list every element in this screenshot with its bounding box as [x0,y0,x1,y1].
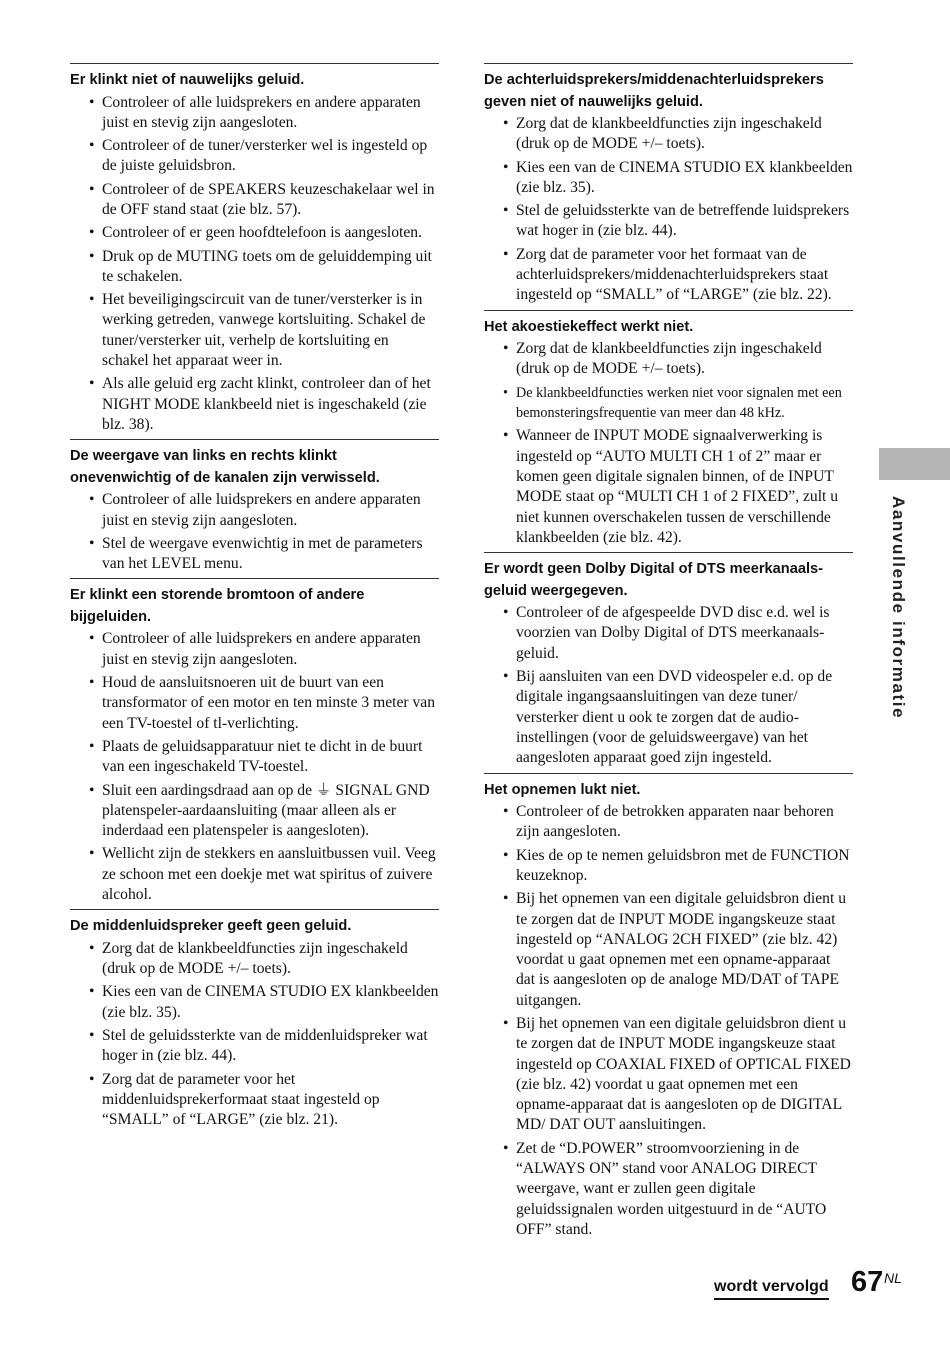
list-item: • Sluit een aardingsdraad aan op de ⏚ SIGNAL GND platenspeler-aardaansluiting (maar alleen als er inderdaad een platenspeler is aangesloten). [70,781,439,842]
bullet-list [70,629,439,905]
list-item: • Wellicht zijn de stekkers en aansluitbussen vuil. Veeg ze schoon met een doekje met wat spiritus of zuivere alcohol. [70,844,439,905]
bullet-list [70,939,439,1131]
continued-label: wordt vervolgd [714,1277,829,1300]
list-item: • Controleer of alle luidsprekers en andere apparaten juist en stevig zijn aangesloten. [70,490,439,531]
bullet-list [484,339,853,548]
chapter-tab [879,448,950,480]
list-item: • Controleer of er geen hoofdtelefoon is aangesloten. [70,223,439,243]
section-heading: De middenluidspreker geeft geen geluid. [70,918,352,935]
list-item: • Kies een van de CINEMA STUDIO EX klankbeelden (zie blz. 35). [484,158,853,199]
section-heading: Er klinkt een storende bromtoon of andere bijgeluiden. [70,587,365,625]
bullet-list [484,114,853,306]
list-item: • Stel de geluidssterkte van de middenluidspreker wat hoger in (zie blz. 44). [70,1026,439,1067]
list-item: • Druk op de MUTING toets om de geluiddemping uit te schakelen. [70,247,439,288]
bullet-list [484,603,853,768]
section-heading: Er klinkt niet of nauwelijks geluid. [70,72,305,88]
list-item: • Als alle geluid erg zacht klinkt, controleer dan of het NIGHT MODE klankbeeld niet is ingeschakeld (zie blz. 38). [70,374,439,435]
list-item: • Plaats de geluidsapparatuur niet te dicht in de buurt van een ingeschakeld TV-toestel. [70,737,439,778]
section-rear-speakers [484,63,853,306]
list-item: • Zorg dat de klankbeeldfuncties zijn ingeschakeld (druk op de MODE +/– toets). [484,339,853,380]
list-item: • Zet de “D.POWER” stroomvoorziening in de “ALWAYS ON” stand voor ANALOG DIRECT weergave, want er zullen geen digitale geluidssignalen worden uitgestuurd in de “AUTO OFF” stand. [484,1139,853,1240]
list-item: • Zorg dat de klankbeeldfuncties zijn ingeschakeld (druk op de MODE +/– toets). [484,114,853,155]
section-hum-noise [70,578,439,905]
list-item: • Zorg dat de parameter voor het formaat van de achterluidsprekers/middenachterluidsprekers staat ingesteld op “SMALL” of “LARGE” (zie blz. 22). [484,245,853,306]
list-item: • Controleer of de betrokken apparaten naar behoren zijn aangesloten. [484,802,853,843]
list-item: • Houd de aansluitsnoeren uit de buurt van een transformator of een motor en ten minste 3 meter van een TV-toestel of tl-verlichting. [70,673,439,734]
section-heading: De weergave van links en rechts klinkt onevenwichtig of de kanalen zijn verwisseld. [70,448,380,486]
section-center-speaker [70,909,439,1130]
bullet-list [70,490,439,574]
list-item: • Controleer of alle luidsprekers en andere apparaten juist en stevig zijn aangesloten. [70,629,439,670]
list-item: • Stel de geluidssterkte van de betreffende luidsprekers wat hoger in (zie blz. 44). [484,201,853,242]
list-item: • Bij aansluiten van een DVD videospeler e.d. op de digitale ingangsaansluitingen van deze tuner/ versterker dient u ook te zorgen dat de audio-instellingen (voor de geluidsweergave) van het aangesloten apparaat goed zijn ingesteld. [484,667,853,768]
list-item: • Kies een van de CINEMA STUDIO EX klankbeelden (zie blz. 35). [70,982,439,1023]
list-item: • Zorg dat de klankbeeldfuncties zijn ingeschakeld (druk op de MODE +/– toets). [70,939,439,980]
section-heading: De achterluidsprekers/middenachterluidsprekers geven niet of nauwelijks geluid. [484,72,824,110]
section-dolby-dts [484,552,853,768]
section-balance [70,439,439,574]
list-item: • Kies de op te nemen geluidsbron met de FUNCTION keuzeknop. [484,846,853,887]
list-item: • De klankbeeldfuncties werken niet voor signalen met een bemonsteringsfrequentie van meer dan 48 kHz. [484,383,853,424]
list-item: • Het beveiligingscircuit van de tuner/versterker is in werking getreden, vanwege kortsluiting. Schakel de tuner/versterker uit, verhelp de kortsluiting en schakel het apparaat weer in. [70,290,439,371]
list-item: • Zorg dat de parameter voor het middenluidsprekerformaat staat ingesteld op “SMALL” of “LARGE” (zie blz. 21). [70,1070,439,1131]
chapter-label: Aanvullende informatie [889,496,908,720]
list-item: • Controleer of de afgespeelde DVD disc e.d. wel is voorzien van Dolby Digital of DTS meerkanaals-geluid. [484,603,853,664]
bullet-list [484,802,853,1240]
section-acoustic-effect [484,310,853,548]
section-no-sound [70,63,439,435]
list-item: • Bij het opnemen van een digitale geluidsbron dient u te zorgen dat de INPUT MODE ingangskeuze staat ingesteld op “ANALOG 2CH FIXED” (zie blz. 42) voordat u gaat opnemen met een opname-apparaat dat is aangesloten op de analoge MD/DAT of TAPE uitgangen. [484,889,853,1011]
right-column [484,63,853,1244]
section-heading: Het akoestiekeffect werkt niet. [484,318,694,335]
section-heading: Er wordt geen Dolby Digital of DTS meerkanaals-geluid weergegeven. [484,561,823,599]
list-item: • Controleer of de tuner/versterker wel is ingesteld op de juiste geluidsbron. [70,136,439,177]
list-item: • Controleer of de SPEAKERS keuzeschakelaar wel in de OFF stand staat (zie blz. 57). [70,180,439,221]
left-column [70,63,439,1134]
section-recording [484,773,853,1241]
list-item: • Bij het opnemen van een digitale geluidsbron dient u te zorgen dat de INPUT MODE ingangskeuze staat ingesteld op COAXIAL FIXED of OPTICAL FIXED (zie blz. 42) voordat u gaat opnemen met een opname-apparaat dat is aangesloten op de DIGITAL MD/ DAT OUT aansluitingen. [484,1014,853,1136]
list-item: • Wanneer de INPUT MODE signaalverwerking is ingesteld op “AUTO MULTI CH 1 of 2” maar er komen geen digitale signalen binnen, of de INPUT MODE staat op “MULTI CH 1 of 2 FIXED”, zult u niet kunnen overschakelen tussen de verschillende klankbeelden (zie blz. 42). [484,426,853,548]
page-language-suffix: NL [884,1270,902,1286]
bullet-list [70,93,439,436]
list-item: • Stel de weergave evenwichtig in met de parameters van het LEVEL menu. [70,534,439,575]
list-item: • Controleer of alle luidsprekers en andere apparaten juist en stevig zijn aangesloten. [70,93,439,134]
section-heading: Het opnemen lukt niet. [484,781,641,798]
page-number: 67 [851,1266,884,1298]
